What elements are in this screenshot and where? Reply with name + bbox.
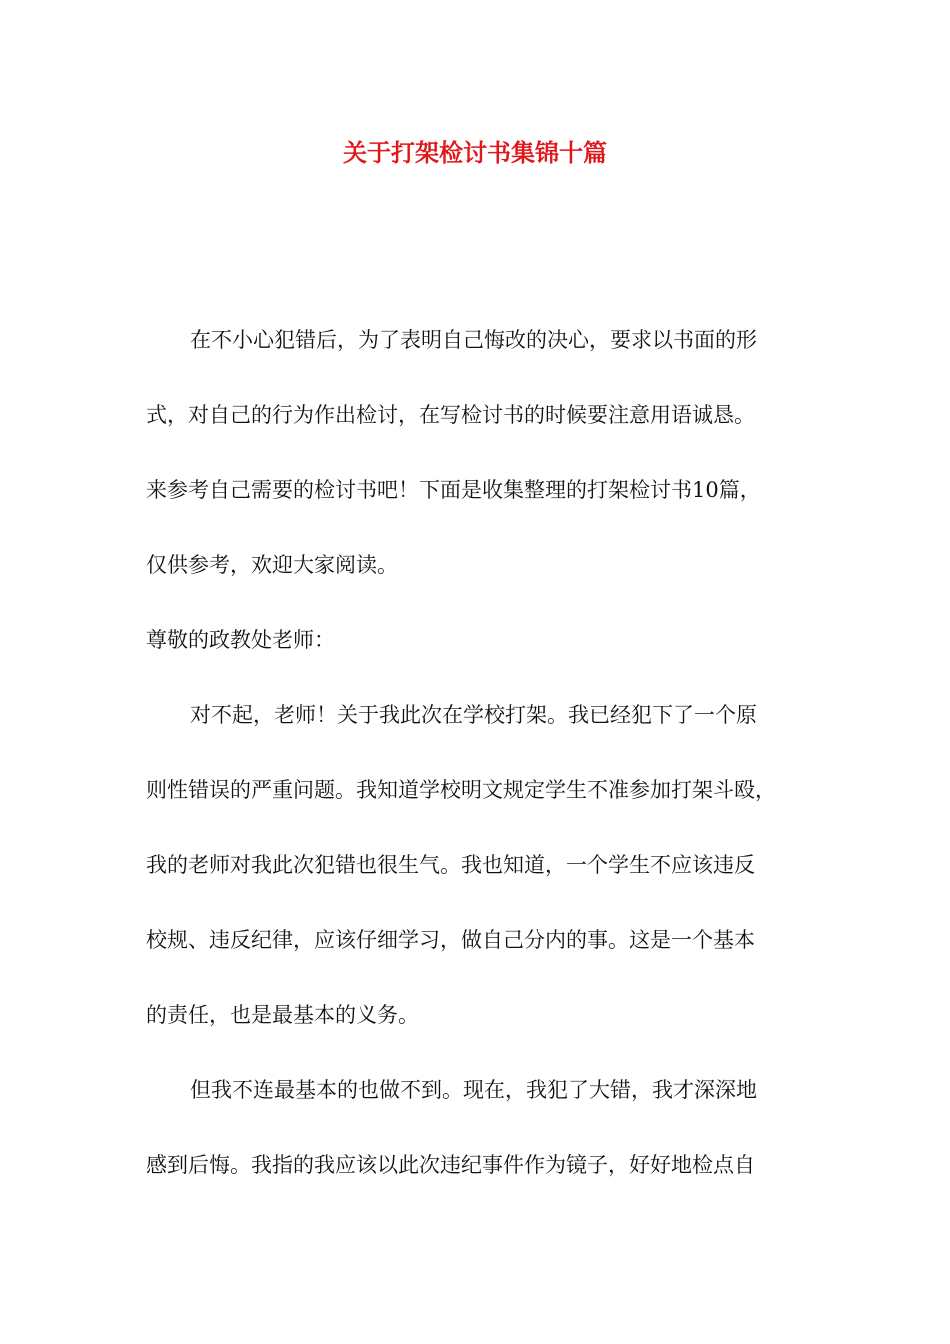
paragraph-line: 校规、违反纪律，应该仔细学习，做自己分内的事。这是一个基本 (146, 928, 755, 952)
paragraph-line: 在不小心犯错后，为了表明自己悔改的决心，要求以书面的形 (190, 328, 757, 352)
salutation-line: 尊敬的政教处老师： (146, 628, 335, 652)
paragraph-line: 则性错误的严重问题。我知道学校明文规定学生不准参加打架斗殴， (146, 778, 776, 802)
paragraph-line: 对不起，老师！关于我此次在学校打架。我已经犯下了一个原 (190, 703, 757, 727)
paragraph-line: 式，对自己的行为作出检讨，在写检讨书的时候要注意用语诚恳。 (146, 403, 755, 427)
paragraph-line: 的责任，也是最基本的义务。 (146, 1003, 419, 1027)
paragraph-line: 感到后悔。我指的我应该以此次违纪事件作为镜子，好好地检点自 (146, 1153, 755, 1177)
document-title: 关于打架检讨书集锦十篇 (343, 138, 607, 167)
paragraph-line: 来参考自己需要的检讨书吧！下面是收集整理的打架检讨书10篇， (146, 478, 761, 502)
paragraph-line: 我的老师对我此次犯错也很生气。我也知道，一个学生不应该违反 (146, 853, 755, 877)
paragraph-line: 但我不连最基本的也做不到。现在，我犯了大错，我才深深地 (190, 1078, 757, 1102)
paragraph-line: 仅供参考，欢迎大家阅读。 (146, 553, 398, 577)
